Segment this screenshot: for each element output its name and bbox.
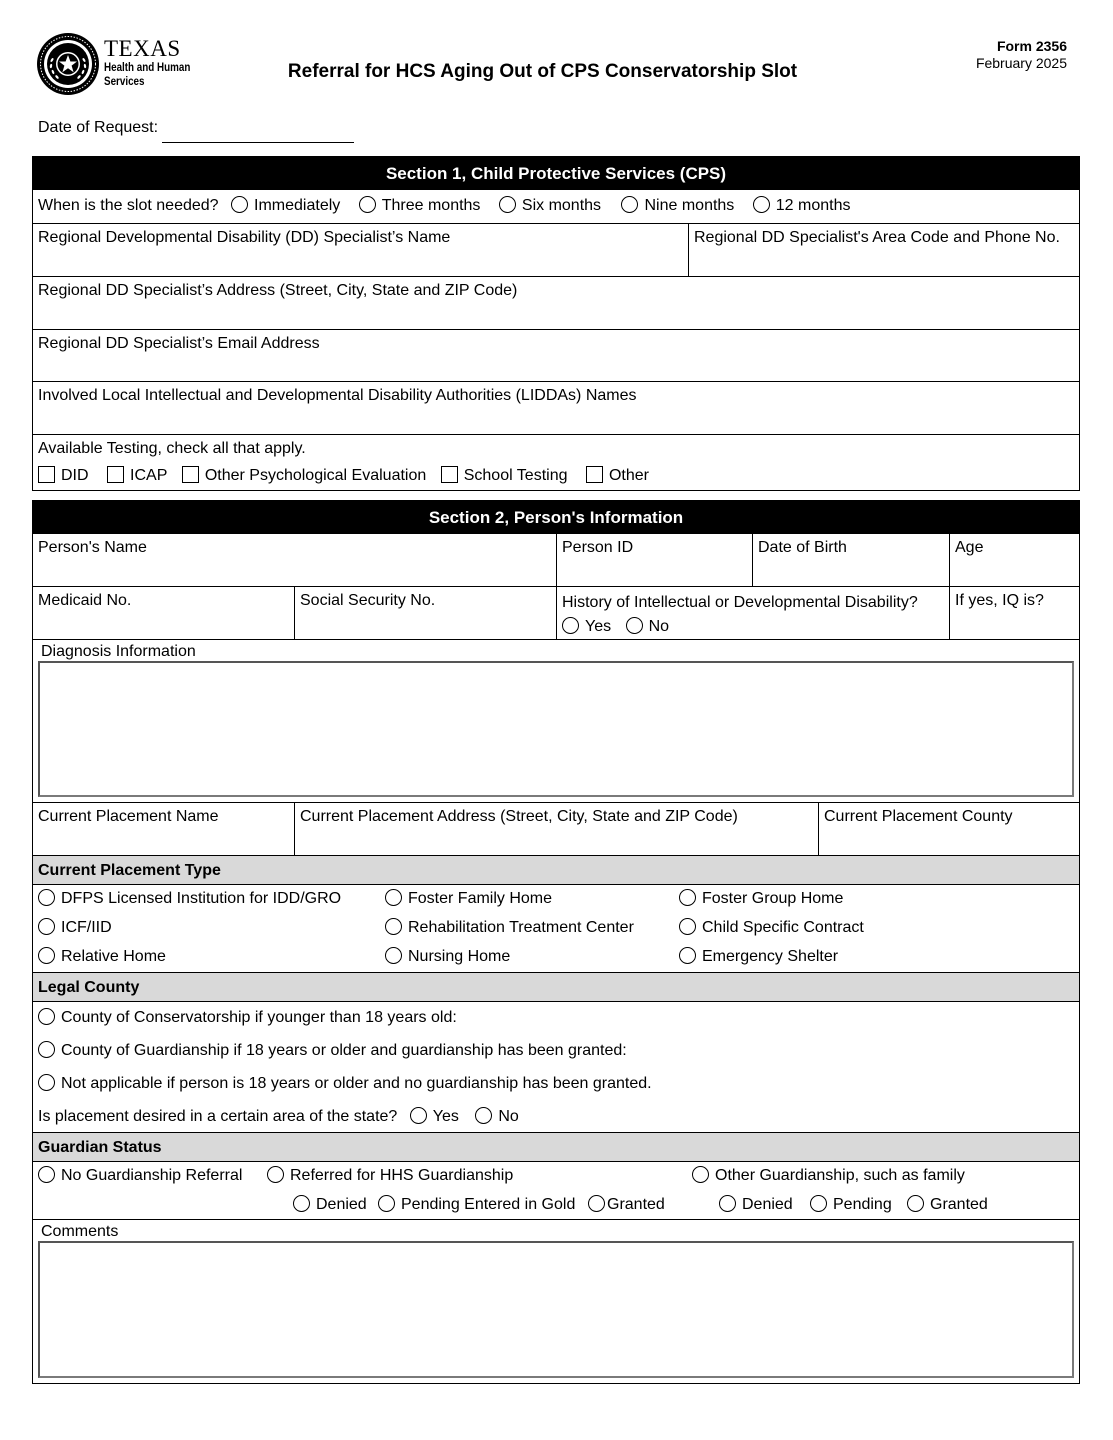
radio-icon[interactable] xyxy=(679,918,696,935)
radio-icon[interactable] xyxy=(588,1195,605,1212)
radio-icon[interactable] xyxy=(626,617,643,634)
legal-county-guardianship[interactable]: County of Guardianship if 18 years or older and guardianship has been granted: xyxy=(38,1039,627,1063)
placement-address-field[interactable]: Current Placement Address (Street, City, State and ZIP Code) xyxy=(294,803,818,855)
radio-icon[interactable] xyxy=(38,1166,55,1183)
placement-nursing-home[interactable]: Nursing Home xyxy=(385,947,679,966)
testing-option-school-testing[interactable]: School Testing xyxy=(441,466,568,485)
date-of-request-row xyxy=(38,119,354,143)
legal-county-conservatorship[interactable]: County of Conservatorship if younger than 18 years old: xyxy=(38,1006,457,1030)
checkbox-icon[interactable] xyxy=(441,466,458,483)
form-date: February 2025 xyxy=(975,55,1067,71)
radio-icon[interactable] xyxy=(38,918,55,935)
date-of-birth-field[interactable]: Date of Birth xyxy=(752,534,949,586)
section-2-person-info xyxy=(32,500,1080,1384)
radio-icon[interactable] xyxy=(38,1041,55,1058)
radio-icon[interactable] xyxy=(385,889,402,906)
idd-history-label: History of Intellectual or Developmental Disability? xyxy=(562,594,918,611)
radio-icon[interactable] xyxy=(499,196,516,213)
guardian-no-referral[interactable]: No Guardianship Referral xyxy=(38,1166,242,1185)
slot-option-six-months[interactable]: Six months xyxy=(499,196,601,215)
hhs-pending-entered-in-gold[interactable]: Pending Entered in Gold xyxy=(378,1195,575,1214)
hhs-denied[interactable]: Denied xyxy=(293,1195,367,1214)
slot-option-three-months[interactable]: Three months xyxy=(359,196,481,215)
available-testing-row xyxy=(33,434,1079,490)
placement-name-field[interactable]: Current Placement Name xyxy=(38,808,219,825)
checkbox-icon[interactable] xyxy=(107,466,124,483)
idd-history-no[interactable]: No xyxy=(626,617,669,636)
legal-county-not-applicable[interactable]: Not applicable if person is 18 years or older and no guardianship has been granted. xyxy=(38,1072,652,1096)
section-1-cps xyxy=(32,156,1080,491)
checkbox-icon[interactable] xyxy=(38,466,55,483)
placement-icf-iid[interactable]: ICF/IID xyxy=(38,918,385,937)
placement-area-yes[interactable]: Yes xyxy=(410,1105,459,1129)
date-of-request-field[interactable] xyxy=(162,119,354,143)
placement-child-specific-contract[interactable]: Child Specific Contract xyxy=(679,918,1074,937)
placement-emergency-shelter[interactable]: Emergency Shelter xyxy=(679,947,1074,966)
diagnosis-row xyxy=(33,639,1079,802)
idd-history-yes[interactable]: Yes xyxy=(562,617,611,636)
slot-needed-label: When is the slot needed? xyxy=(38,197,219,214)
placement-foster-group-home[interactable]: Foster Group Home xyxy=(679,889,1074,908)
radio-icon[interactable] xyxy=(38,947,55,964)
placement-relative-home[interactable]: Relative Home xyxy=(38,947,385,966)
logo-texas-text: TEXAS xyxy=(104,36,181,61)
specialist-address-row xyxy=(33,276,1079,329)
slot-needed-row xyxy=(33,190,1079,223)
guardian-other[interactable]: Other Guardianship, such as family xyxy=(692,1166,965,1185)
logo-hhs-text: Health and Human xyxy=(104,60,191,74)
checkbox-icon[interactable] xyxy=(586,466,603,483)
form-identifier xyxy=(976,38,1067,72)
medicaid-field[interactable]: Medicaid No. xyxy=(38,592,132,609)
specialist-phone-field[interactable]: Regional DD Specialist's Area Code and Phone No. xyxy=(688,224,1079,276)
radio-icon[interactable] xyxy=(378,1195,395,1212)
guardian-hhs-referral[interactable]: Referred for HHS Guardianship xyxy=(267,1166,513,1185)
radio-icon[interactable] xyxy=(475,1107,492,1124)
placement-area-question: Is placement desired in a certain area of the state? xyxy=(38,1108,398,1125)
section-1-header: Section 1, Child Protective Services (CPS) xyxy=(33,157,1079,190)
diagnosis-textarea[interactable] xyxy=(38,661,1074,797)
radio-icon[interactable] xyxy=(267,1166,284,1183)
legal-county-heading: Legal County xyxy=(33,972,1079,1001)
age-field[interactable]: Age xyxy=(949,534,1079,586)
slot-option-immediately[interactable]: Immediately xyxy=(231,196,340,215)
radio-icon[interactable] xyxy=(907,1195,924,1212)
radio-icon[interactable] xyxy=(385,918,402,935)
testing-option-other[interactable]: Other xyxy=(586,466,649,485)
placement-county-field[interactable]: Current Placement County xyxy=(818,803,1079,855)
specialist-name-phone-row xyxy=(33,223,1079,276)
comments-row xyxy=(33,1219,1079,1383)
placement-dfps-institution[interactable]: DFPS Licensed Institution for IDD/GRO xyxy=(38,889,385,908)
guardian-status-heading: Guardian Status xyxy=(33,1132,1079,1161)
comments-label: Comments xyxy=(41,1223,119,1240)
date-of-request-label: Date of Request: xyxy=(38,119,159,136)
testing-option-did[interactable]: DID xyxy=(38,466,89,485)
specialist-address-field[interactable]: Regional DD Specialist’s Address (Street, City, State and ZIP Code) xyxy=(38,282,518,299)
available-testing-label: Available Testing, check all that apply. xyxy=(38,440,306,457)
placement-type-options xyxy=(33,884,1079,972)
person-id-field[interactable]: Person ID xyxy=(556,534,752,586)
placement-area-no[interactable]: No xyxy=(475,1105,518,1129)
radio-icon[interactable] xyxy=(562,617,579,634)
radio-icon[interactable] xyxy=(38,1008,55,1025)
document-title: Referral for HCS Aging Out of CPS Conservatorship Slot xyxy=(287,61,798,82)
placement-rehab-treatment-center[interactable]: Rehabilitation Treatment Center xyxy=(385,918,679,937)
comments-textarea[interactable] xyxy=(38,1241,1074,1378)
placement-type-heading: Current Placement Type xyxy=(33,855,1079,884)
other-denied[interactable]: Denied xyxy=(719,1195,793,1214)
other-granted[interactable]: Granted xyxy=(907,1195,988,1214)
ssn-field[interactable]: Social Security No. xyxy=(294,587,556,639)
person-name-field[interactable]: Person's Name xyxy=(38,539,147,556)
radio-icon[interactable] xyxy=(38,889,55,906)
radio-icon[interactable] xyxy=(385,947,402,964)
radio-icon[interactable] xyxy=(719,1195,736,1212)
diagnosis-label: Diagnosis Information xyxy=(41,643,196,660)
specialist-name-field[interactable]: Regional Developmental Disability (DD) Specialist’s Name xyxy=(38,229,451,246)
radio-icon[interactable] xyxy=(359,196,376,213)
liddas-row xyxy=(33,381,1079,434)
logo-services-text: Services xyxy=(104,74,145,88)
radio-icon[interactable] xyxy=(38,1074,55,1091)
radio-icon[interactable] xyxy=(753,196,770,213)
other-pending[interactable]: Pending xyxy=(810,1195,892,1214)
medicaid-ssn-row xyxy=(33,586,1079,639)
guardian-status-options xyxy=(33,1161,1079,1219)
placement-row xyxy=(33,802,1079,855)
liddas-field[interactable]: Involved Local Intellectual and Developmental Disability Authorities (LIDDAs) Names xyxy=(38,387,637,404)
idd-history-field xyxy=(556,587,949,639)
legal-county-options xyxy=(33,1001,1079,1132)
placement-foster-family-home[interactable]: Foster Family Home xyxy=(385,889,679,908)
form-number: Form 2356 xyxy=(996,38,1067,54)
radio-icon[interactable] xyxy=(621,196,638,213)
checkbox-icon[interactable] xyxy=(182,466,199,483)
radio-icon[interactable] xyxy=(293,1195,310,1212)
testing-option-icap[interactable]: ICAP xyxy=(107,466,167,485)
section-2-header: Section 2, Person's Information xyxy=(33,501,1079,534)
slot-option-12-months[interactable]: 12 months xyxy=(753,196,851,215)
specialist-email-row xyxy=(33,329,1079,381)
radio-icon[interactable] xyxy=(410,1107,427,1124)
slot-option-nine-months[interactable]: Nine months xyxy=(621,196,734,215)
radio-icon[interactable] xyxy=(692,1166,709,1183)
hhs-granted[interactable]: Granted xyxy=(588,1195,665,1214)
radio-icon[interactable] xyxy=(679,889,696,906)
testing-option-other-psych-eval[interactable]: Other Psychological Evaluation xyxy=(182,466,426,485)
iq-field[interactable]: If yes, IQ is? xyxy=(949,587,1079,639)
radio-icon[interactable] xyxy=(810,1195,827,1212)
specialist-email-field[interactable]: Regional DD Specialist’s Email Address xyxy=(38,335,320,352)
radio-icon[interactable] xyxy=(231,196,248,213)
radio-icon[interactable] xyxy=(679,947,696,964)
person-name-row xyxy=(33,534,1079,586)
